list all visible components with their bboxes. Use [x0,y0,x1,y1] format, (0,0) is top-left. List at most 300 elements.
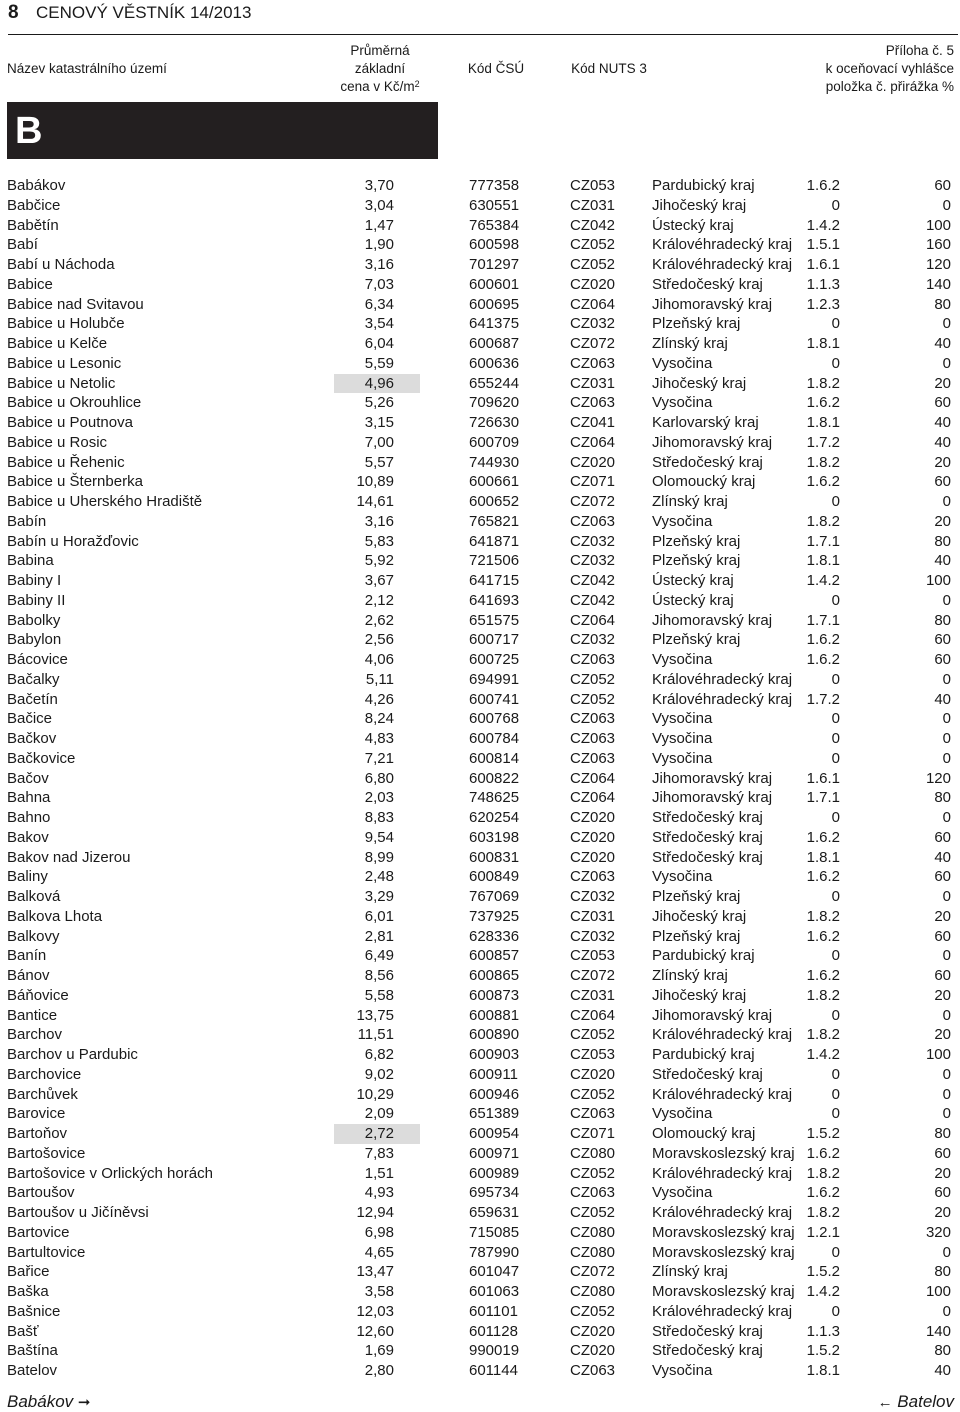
cell-csu-code: 659631 [469,1204,520,1221]
cell-name: Banín [7,947,47,965]
cell-nuts-code: CZ063 [570,749,616,767]
cell-nuts-code: CZ072 [570,493,616,510]
cell-nuts-code: CZ052 [570,1204,616,1221]
cell-price: 6,04 [364,335,394,352]
cell-name: Bačetín [7,690,58,708]
price-header-line2: základní [354,61,406,76]
table-row [0,670,960,690]
cell-region: Vysočina [652,868,713,886]
cell-csu-code: 641715 [469,572,520,589]
cell-name: Babice u Kelče [7,335,108,352]
cell-region: Královéhradecký kraj [652,236,793,254]
cell-price: 3,15 [364,414,394,431]
cell-surcharge: 80 [934,1342,951,1360]
cell-csu-code: 601101 [469,1302,518,1320]
cell-item-number: 0 [831,749,840,767]
cell-name: Babice u Netolic [7,374,116,392]
cell-name: Babolky [7,611,61,629]
cell-csu-code: 695734 [469,1184,520,1202]
table-row [0,1065,960,1085]
cell-price: 1,51 [364,1164,394,1182]
table-row [0,1302,960,1322]
cell-surcharge: 120 [925,769,951,787]
cell-item-number: 1.7.1 [806,611,840,629]
cell-item-number: 0 [831,196,840,214]
data-table [0,176,960,1381]
arrow-left-icon: ← [877,1394,893,1411]
cell-region: Vysočina [652,1184,713,1202]
cell-price: 8,99 [364,848,394,866]
column-header-name: Název katastrálního území [7,61,167,76]
cell-surcharge: 0 [942,730,951,747]
cell-csu-code: 748625 [469,789,520,807]
table-row [0,196,960,216]
table-row [0,729,960,749]
cell-name: Babákov [7,177,66,194]
cell-nuts-code: CZ032 [570,888,616,905]
cell-surcharge: 40 [934,552,951,570]
cell-price: 2,48 [364,868,394,886]
cell-name: Babí [7,236,38,254]
cell-region: Královéhradecký kraj [652,690,793,708]
cell-surcharge: 0 [942,1065,951,1083]
cell-name: Balkovy [7,927,60,945]
table-row [0,255,960,275]
table-row [0,611,960,631]
cell-price: 4,96 [334,374,420,394]
table-row [0,887,960,907]
table-row [0,986,960,1006]
cell-price: 6,82 [364,1046,394,1063]
cell-surcharge: 80 [934,789,951,807]
cell-region: Moravskoslezský kraj [652,1243,795,1261]
cell-surcharge: 20 [934,1204,951,1221]
cell-price: 6,49 [364,947,394,965]
cell-surcharge: 0 [942,591,951,609]
cell-item-number: 0 [831,354,840,372]
cell-region: Středočeský kraj [652,1342,763,1360]
cell-region: Olomoucký kraj [652,1125,756,1142]
cell-csu-code: 600989 [469,1164,520,1182]
table-row [0,848,960,868]
cell-surcharge: 60 [934,394,951,412]
cell-name: Babice u Poutnova [7,414,133,431]
cell-price: 5,58 [364,986,394,1004]
cell-nuts-code: CZ052 [570,1302,616,1320]
cell-price: 6,80 [364,769,394,787]
cell-surcharge: 80 [934,532,951,550]
cell-surcharge: 60 [934,828,951,846]
cell-name: Baška [7,1283,49,1300]
cell-price: 3,58 [364,1283,394,1300]
cell-nuts-code: CZ080 [570,1223,616,1241]
cell-nuts-code: CZ053 [570,947,616,965]
cell-region: Středočeský kraj [652,1322,763,1340]
table-row [0,551,960,571]
cell-csu-code: 601063 [469,1283,520,1300]
cell-region: Pardubický kraj [652,947,755,965]
cell-region: Vysočina [652,651,713,668]
cell-price: 9,02 [364,1065,394,1083]
cell-name: Bačkovice [7,749,76,767]
cell-csu-code: 721506 [469,552,520,570]
cell-surcharge: 0 [942,1302,951,1320]
cell-item-number: 1.8.2 [806,374,840,392]
cell-nuts-code: CZ063 [570,730,616,747]
cell-name: Babiny II [7,591,66,609]
cell-nuts-code: CZ063 [570,354,616,372]
table-row [0,532,960,552]
cell-nuts-code: CZ064 [570,1006,616,1024]
cell-region: Karlovarský kraj [652,414,759,431]
cell-item-number: 1.8.2 [806,1164,840,1182]
cell-surcharge: 20 [934,1026,951,1044]
cell-region: Pardubický kraj [652,177,755,194]
cell-price: 12,60 [356,1322,394,1340]
annex-header-line3: položka č. přirážka % [825,79,954,94]
cell-item-number: 1.6.2 [806,927,840,945]
cell-item-number: 1.6.2 [806,868,840,886]
column-header-csu: Kód ČSÚ [467,61,525,76]
cell-nuts-code: CZ063 [570,651,616,668]
cell-price: 13,47 [356,1263,394,1281]
cell-region: Plzeňský kraj [652,315,741,333]
cell-nuts-code: CZ042 [570,216,616,234]
cell-nuts-code: CZ052 [570,1026,616,1044]
cell-name: Babina [7,552,54,570]
cell-nuts-code: CZ032 [570,532,616,550]
cell-surcharge: 20 [934,986,951,1004]
cell-surcharge: 0 [942,354,951,372]
cell-csu-code: 600946 [469,1085,520,1103]
cell-name: Bartošovice [7,1144,86,1162]
cell-item-number: 1.6.2 [806,473,840,491]
header-rule [8,34,958,35]
cell-region: Jihomoravský kraj [652,1006,773,1024]
cell-region: Zlínský kraj [652,335,728,352]
cell-nuts-code: CZ052 [570,690,616,708]
cell-surcharge: 120 [925,256,951,273]
price-header-line3 [320,78,440,96]
cell-item-number: 0 [831,670,840,688]
cell-csu-code: 630551 [469,196,520,214]
cell-name: Bánov [7,967,50,984]
cell-region: Jihomoravský kraj [652,789,773,807]
cell-csu-code: 600768 [469,710,520,728]
column-header-price [320,42,440,96]
table-row [0,393,960,413]
cell-price: 10,89 [356,473,394,491]
cell-price: 10,29 [356,1085,394,1103]
publication-title: CENOVÝ VĚSTNÍK 14/2013 [36,3,252,22]
table-row [0,867,960,887]
cell-nuts-code: CZ031 [570,986,616,1004]
cell-name: Bakov [7,828,49,846]
cell-nuts-code: CZ052 [570,1164,616,1182]
cell-csu-code: 600717 [469,631,520,649]
cell-region: Moravskoslezský kraj [652,1283,795,1300]
table-row [0,690,960,710]
table-row [0,354,960,374]
cell-csu-code: 694991 [469,670,520,688]
table-row [0,295,960,315]
cell-surcharge: 0 [942,1085,951,1103]
cell-csu-code: 777358 [469,177,520,194]
cell-name: Babice u Rosic [7,433,108,451]
cell-item-number: 0 [831,1302,840,1320]
cell-nuts-code: CZ063 [570,1105,616,1123]
table-row [0,966,960,986]
cell-name: Bačov [7,769,49,787]
cell-name: Babice [7,275,53,293]
cell-csu-code: 641693 [469,591,520,609]
cell-item-number: 0 [831,315,840,333]
cell-csu-code: 601144 [469,1362,518,1379]
cell-item-number: 0 [831,493,840,510]
cell-region: Jihočeský kraj [652,196,747,214]
cell-price: 4,93 [364,1184,394,1202]
cell-csu-code: 651389 [469,1105,520,1123]
cell-nuts-code: CZ020 [570,1322,616,1340]
cell-price: 9,54 [364,828,394,846]
cell-name: Babice u Lesonic [7,354,122,372]
cell-name: Báňovice [7,986,69,1004]
cell-name: Babylon [7,631,62,649]
cell-item-number: 1.8.2 [806,453,840,471]
cell-nuts-code: CZ080 [570,1283,616,1300]
cell-name: Barchov u Pardubic [7,1046,138,1063]
cell-price: 3,67 [364,572,394,589]
cell-price: 8,56 [364,967,394,984]
page-header [0,0,960,26]
cell-surcharge: 100 [925,1283,951,1300]
cell-surcharge: 0 [942,888,951,905]
table-row [0,1006,960,1026]
cell-csu-code: 600903 [469,1046,520,1063]
cell-name: Batelov [7,1362,58,1379]
table-row [0,1025,960,1045]
cell-price: 4,26 [364,690,394,708]
cell-csu-code: 600601 [469,275,520,293]
cell-nuts-code: CZ020 [570,453,616,471]
cell-name: Babín [7,512,47,530]
cell-csu-code: 655244 [469,374,520,392]
table-row [0,1104,960,1124]
cell-region: Vysočina [652,394,713,412]
cell-surcharge: 100 [925,216,951,234]
cell-price: 7,83 [364,1144,394,1162]
cell-nuts-code: CZ072 [570,1263,616,1281]
table-row [0,235,960,255]
cell-price: 8,83 [364,809,394,826]
cell-item-number: 1.5.1 [806,236,840,254]
cell-name: Baliny [7,868,48,886]
cell-surcharge: 80 [934,1263,951,1281]
cell-region: Plzeňský kraj [652,552,741,570]
table-row [0,1282,960,1302]
cell-nuts-code: CZ042 [570,591,616,609]
price-header-unit: cena v Kč/m [340,79,415,94]
cell-surcharge: 60 [934,927,951,945]
cell-name: Balkova Lhota [7,907,103,925]
cell-name: Bačalky [7,670,60,688]
cell-item-number: 1.8.2 [806,1026,840,1044]
cell-surcharge: 140 [925,275,951,293]
cell-region: Vysočina [652,354,713,372]
cell-item-number: 1.1.3 [806,1322,840,1340]
table-row [0,314,960,334]
cell-name: Bahno [7,809,51,826]
cell-region: Zlínský kraj [652,1263,728,1281]
cell-region: Jihočeský kraj [652,986,747,1004]
cell-region: Středočeský kraj [652,848,763,866]
cell-surcharge: 320 [925,1223,951,1241]
cell-surcharge: 20 [934,907,951,925]
cell-name: Bašnice [7,1302,61,1320]
cell-price: 11,51 [357,1026,394,1044]
cell-price: 1,47 [364,216,394,234]
cell-price: 6,34 [364,295,394,313]
cell-region: Jihomoravský kraj [652,295,773,313]
cell-name: Bartoušov u Jičíněvsi [7,1204,149,1221]
cell-name: Barchov [7,1026,63,1044]
cell-item-number: 1.5.2 [806,1263,840,1281]
cell-nuts-code: CZ080 [570,1144,616,1162]
cell-csu-code: 600725 [469,651,520,668]
cell-surcharge: 0 [942,1006,951,1024]
cell-surcharge: 0 [942,1105,951,1123]
cell-csu-code: 737925 [469,907,520,925]
cell-item-number: 0 [831,1105,840,1123]
footer-last-name: Batelov [897,1392,954,1411]
cell-region: Moravskoslezský kraj [652,1144,795,1162]
cell-csu-code: 600971 [469,1144,520,1162]
table-row [0,374,960,394]
table-row [0,1243,960,1263]
table-row [0,1144,960,1164]
cell-name: Bašť [7,1322,39,1340]
cell-price: 5,92 [364,552,394,570]
cell-nuts-code: CZ063 [570,512,616,530]
cell-csu-code: 600857 [469,947,520,965]
table-row [0,433,960,453]
cell-surcharge: 60 [934,177,951,194]
cell-nuts-code: CZ031 [570,907,616,925]
cell-nuts-code: CZ064 [570,611,616,629]
cell-region: Jihočeský kraj [652,374,747,392]
cell-csu-code: 600598 [469,236,520,254]
cell-region: Vysočina [652,749,713,767]
cell-item-number: 1.2.3 [806,295,840,313]
cell-name: Balková [7,888,61,905]
cell-nuts-code: CZ080 [570,1243,616,1261]
cell-region: Olomoucký kraj [652,473,756,491]
cell-csu-code: 600709 [469,433,520,451]
cell-csu-code: 600661 [469,473,520,491]
cell-nuts-code: CZ064 [570,433,616,451]
cell-item-number: 1.4.2 [806,1283,840,1300]
cell-csu-code: 641375 [469,315,520,333]
cell-nuts-code: CZ063 [570,1362,616,1379]
cell-csu-code: 744930 [469,453,520,471]
cell-surcharge: 60 [934,631,951,649]
cell-region: Jihočeský kraj [652,907,747,925]
cell-price: 4,06 [364,651,394,668]
cell-price: 5,26 [364,394,394,412]
table-row [0,1085,960,1105]
table-row [0,571,960,591]
price-header-line1: Průměrná [350,43,410,58]
cell-csu-code: 600865 [469,967,520,984]
cell-item-number: 0 [831,1006,840,1024]
cell-nuts-code: CZ032 [570,927,616,945]
cell-nuts-code: CZ072 [570,967,616,984]
cell-surcharge: 20 [934,1164,951,1182]
cell-price: 12,94 [356,1204,394,1221]
annex-header-line2: k oceňovací vyhlášce [825,61,954,76]
cell-item-number: 1.8.2 [806,986,840,1004]
cell-item-number: 1.1.3 [806,275,840,293]
cell-item-number: 1.8.1 [806,1362,840,1379]
cell-nuts-code: CZ020 [570,275,616,293]
table-row [0,1203,960,1223]
cell-price: 12,03 [356,1302,394,1320]
cell-price: 3,16 [364,512,394,530]
table-row [0,453,960,473]
cell-item-number: 1.4.2 [806,216,840,234]
cell-surcharge: 20 [934,512,951,530]
cell-name: Bartošovice v Orlických horách [7,1164,213,1182]
cell-item-number: 1.7.1 [806,789,840,807]
cell-surcharge: 0 [942,670,951,688]
cell-region: Vysočina [652,730,713,747]
table-row [0,216,960,236]
cell-item-number: 1.6.1 [806,769,840,787]
cell-surcharge: 40 [934,433,951,451]
table-row [0,275,960,295]
footer-first-name: Babákov [7,1392,74,1411]
cell-item-number: 0 [831,710,840,728]
cell-surcharge: 0 [942,315,951,333]
annex-header-line1: Příloha č. 5 [885,43,954,58]
cell-name: Babín u Horažďovic [7,532,139,550]
cell-name: Babiny I [7,572,62,589]
cell-nuts-code: CZ032 [570,631,616,649]
cell-region: Královéhradecký kraj [652,1085,793,1103]
cell-nuts-code: CZ020 [570,1342,616,1360]
cell-price: 6,98 [364,1223,394,1241]
cell-nuts-code: CZ042 [570,572,616,589]
cell-csu-code: 651575 [469,611,520,629]
cell-region: Královéhradecký kraj [652,1204,793,1221]
cell-surcharge: 40 [934,848,951,866]
cell-price: 14,61 [356,493,394,510]
table-row [0,630,960,650]
cell-nuts-code: CZ071 [570,1125,616,1142]
cell-region: Středočeský kraj [652,828,763,846]
cell-name: Babice u Uherského Hradiště [7,493,203,510]
table-row [0,828,960,848]
cell-region: Ústecký kraj [652,572,734,589]
cell-name: Barchůvek [7,1085,78,1103]
cell-region: Pardubický kraj [652,1046,755,1063]
cell-region: Vysočina [652,1105,713,1123]
cell-name: Barchovice [7,1065,82,1083]
cell-name: Barovice [7,1105,66,1123]
cell-region: Královéhradecký kraj [652,670,793,688]
cell-price: 2,81 [364,927,394,945]
cell-region: Královéhradecký kraj [652,1026,793,1044]
